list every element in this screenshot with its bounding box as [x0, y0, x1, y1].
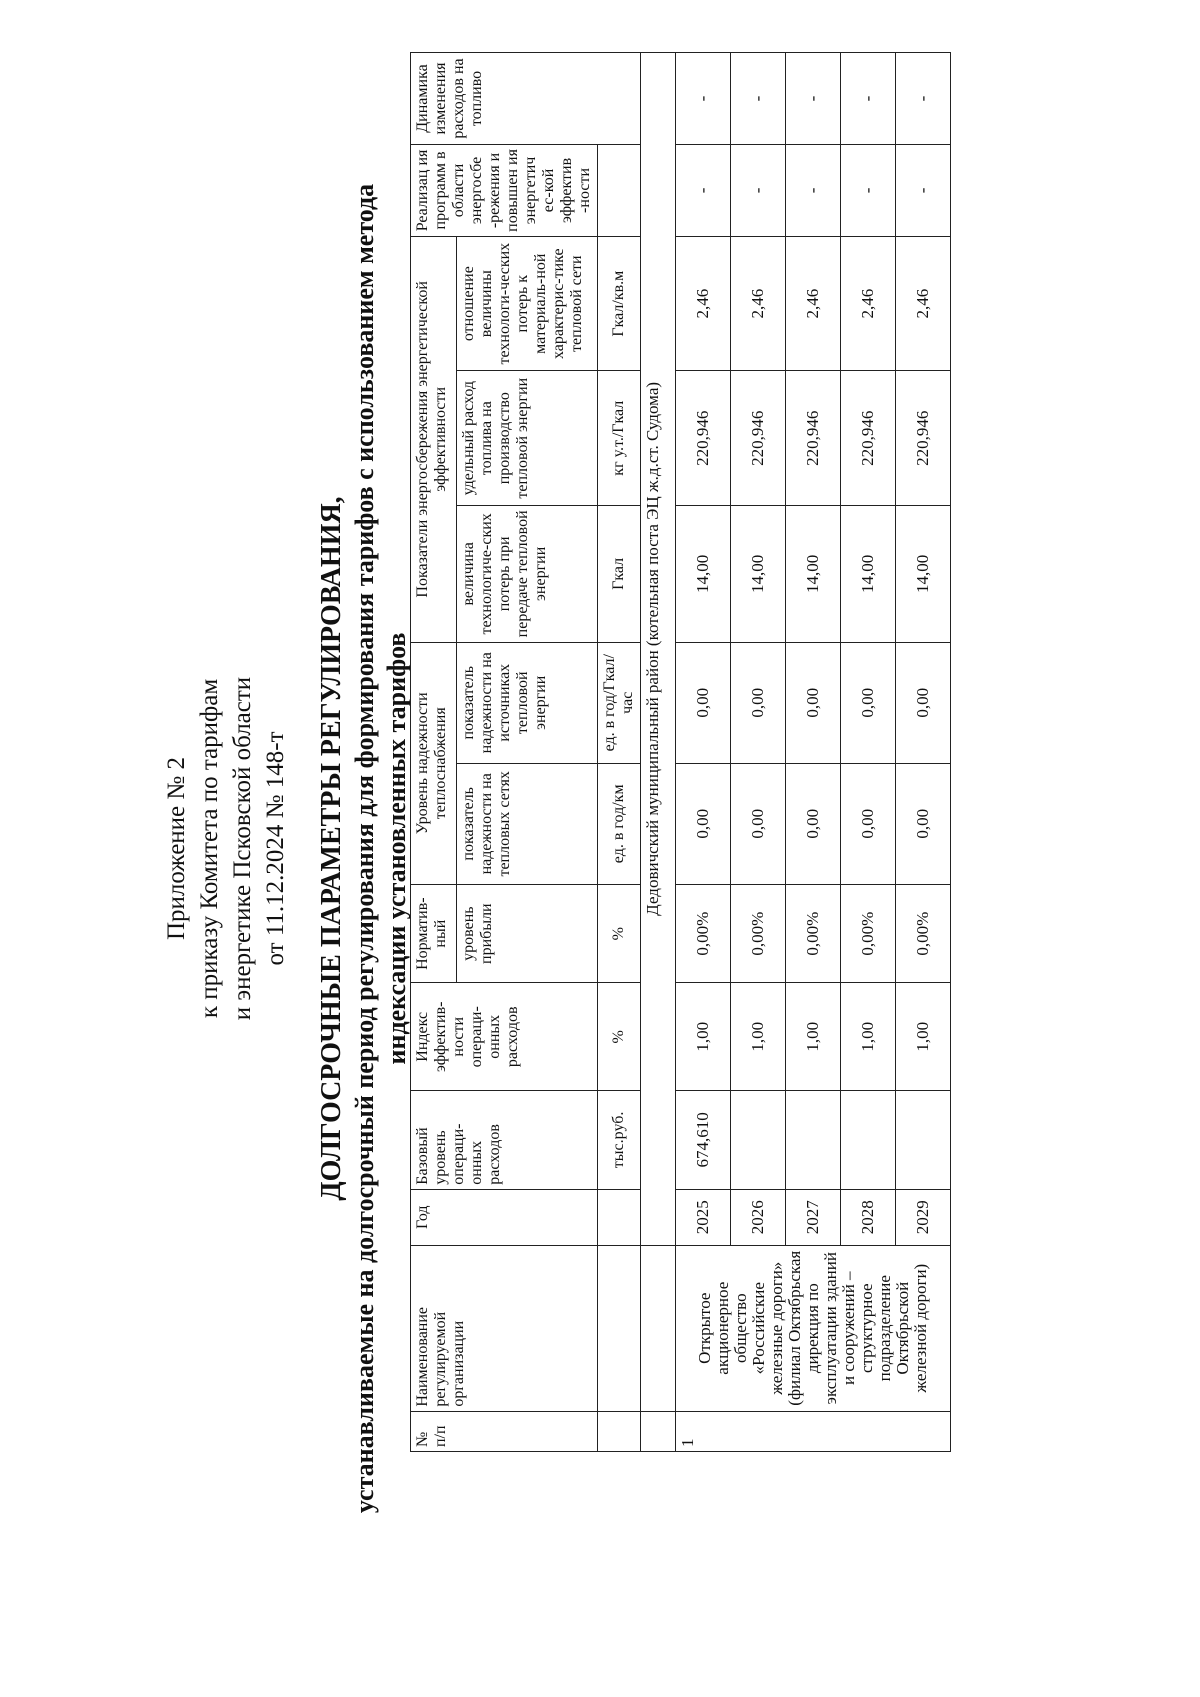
units-num	[598, 1411, 641, 1451]
parameters-table	[410, 52, 951, 1452]
header-fuel-dynamics: Динамика изменения расходов на топливо	[411, 53, 641, 145]
cell-normative-profit: 0,00%	[786, 884, 841, 983]
table-row	[896, 53, 951, 1452]
cell-program: -	[896, 145, 951, 237]
cell-efficiency-index: 1,00	[841, 983, 896, 1091]
cell-loss-ratio: 2,46	[676, 236, 731, 371]
cell-loss-ratio: 2,46	[841, 236, 896, 371]
units-year	[598, 1189, 641, 1245]
table-row	[786, 53, 841, 1452]
cell-reliability-sources: 0,00	[786, 642, 841, 763]
cell-year: 2026	[731, 1189, 786, 1245]
region-num-cell	[641, 1411, 676, 1451]
document-title	[315, 40, 413, 1657]
cell-reliability-sources: 0,00	[896, 642, 951, 763]
header-loss-ratio: отношение величины технологи-ческих потерь к материаль-ной характерис-тике тепловой сети	[456, 236, 597, 371]
cell-loss-ratio: 2,46	[731, 236, 786, 371]
cell-base-level: 674,610	[676, 1091, 731, 1190]
cell-reliability-networks: 0,00	[896, 763, 951, 884]
table-row	[676, 53, 731, 1452]
title-subtitle-line1: устанавливаемые на долгосрочный период регулирования для формирования тарифов с использованием метода	[350, 183, 379, 1514]
units-base-level: тыс.руб.	[598, 1091, 641, 1190]
header-fuel-consumption: удельный расход топлива на производство тепловой энергии	[456, 371, 597, 506]
cell-loss-ratio: 2,46	[896, 236, 951, 371]
cell-base-level	[786, 1091, 841, 1190]
units-reliability-networks: ед. в год/км	[598, 763, 641, 884]
units-normative-profit: %	[598, 884, 641, 983]
region-org-cell	[641, 1245, 676, 1411]
table-row	[731, 53, 786, 1452]
cell-fuel-dynamics: -	[676, 53, 731, 145]
cell-program: -	[731, 145, 786, 237]
cell-program: -	[841, 145, 896, 237]
table-header-row-1	[411, 53, 457, 1452]
cell-losses: 14,00	[676, 505, 731, 642]
units-program	[598, 145, 641, 237]
units-losses: Гкал	[598, 505, 641, 642]
header-organization: Наименование регулируемой организации	[411, 1245, 598, 1411]
cell-losses: 14,00	[841, 505, 896, 642]
cell-fuel-consumption: 220,946	[731, 371, 786, 506]
cell-program: -	[676, 145, 731, 237]
cell-reliability-sources: 0,00	[676, 642, 731, 763]
appendix-header	[160, 0, 292, 1697]
cell-fuel-dynamics: -	[896, 53, 951, 145]
cell-normative-profit: 0,00%	[676, 884, 731, 983]
cell-year: 2025	[676, 1189, 731, 1245]
cell-base-level	[731, 1091, 786, 1190]
region-name: Дедовичский муниципальный район (котельная поста ЭЦ ж.д.ст. Судома)	[641, 53, 676, 1246]
cell-fuel-consumption: 220,946	[841, 371, 896, 506]
cell-year: 2028	[841, 1189, 896, 1245]
cell-normative-profit: 0,00%	[731, 884, 786, 983]
cell-normative-profit: 0,00%	[896, 884, 951, 983]
cell-loss-ratio: 2,46	[786, 236, 841, 371]
cell-reliability-networks: 0,00	[676, 763, 731, 884]
units-efficiency-index: %	[598, 983, 641, 1091]
cell-losses: 14,00	[731, 505, 786, 642]
cell-losses: 14,00	[896, 505, 951, 642]
organization-name: Открытое акционерное общество «Российские железные дороги» (филиал Октябрьская дирекция по эксплуатации зданий и сооружений – структурное подразделение Октябрьской железной дороги)	[676, 1245, 951, 1411]
cell-fuel-dynamics: -	[841, 53, 896, 145]
cell-program: -	[786, 145, 841, 237]
cell-losses: 14,00	[786, 505, 841, 642]
cell-reliability-sources: 0,00	[841, 642, 896, 763]
cell-fuel-dynamics: -	[731, 53, 786, 145]
cell-fuel-consumption: 220,946	[896, 371, 951, 506]
units-organization	[598, 1245, 641, 1411]
cell-fuel-consumption: 220,946	[676, 371, 731, 506]
header-num: № п/п	[411, 1411, 598, 1451]
cell-normative-profit: 0,00%	[841, 884, 896, 983]
header-normative-group: Норматив-ный	[411, 884, 457, 983]
appendix-committee: и энергетике Псковской области	[229, 676, 256, 1021]
cell-year: 2029	[896, 1189, 951, 1245]
cell-efficiency-index: 1,00	[676, 983, 731, 1091]
row-number: 1	[676, 1411, 951, 1451]
header-reliability-networks: показатель надежности на тепловых сетях	[456, 763, 597, 884]
cell-base-level	[841, 1091, 896, 1190]
appendix-date: от 11.12.2024 № 148-т	[262, 731, 289, 966]
cell-reliability-networks: 0,00	[731, 763, 786, 884]
units-fuel-consumption: кг у.т./Гкал	[598, 371, 641, 506]
header-efficiency-index: Индекс эффектив-ности операци-онных расходов	[411, 983, 598, 1091]
appendix-number: Приложение № 2	[163, 756, 190, 941]
header-reliability-group: Уровень надежности теплоснабжения	[411, 642, 457, 884]
cell-reliability-networks: 0,00	[841, 763, 896, 884]
units-loss-ratio: Гкал/кв.м	[598, 236, 641, 371]
units-reliability-sources: ед. в год/Гкал/ час	[598, 642, 641, 763]
header-year: Год	[411, 1189, 598, 1245]
cell-year: 2027	[786, 1189, 841, 1245]
header-program: Реализац ия программ в области энергосбе -режения и повышен ия энергетич ес-кой эффектив -ности	[411, 145, 598, 237]
header-reliability-sources: показатель надежности на источниках тепловой энергии	[456, 642, 597, 763]
cell-fuel-consumption: 220,946	[786, 371, 841, 506]
cell-reliability-networks: 0,00	[786, 763, 841, 884]
title-main: ДОЛГОСРОЧНЫЕ ПАРАМЕТРЫ РЕГУЛИРОВАНИЯ,	[316, 496, 347, 1201]
table-row	[841, 53, 896, 1452]
region-row	[641, 53, 676, 1452]
cell-efficiency-index: 1,00	[731, 983, 786, 1091]
cell-efficiency-index: 1,00	[786, 983, 841, 1091]
table-units-row	[598, 53, 641, 1452]
cell-efficiency-index: 1,00	[896, 983, 951, 1091]
header-base-level: Базовый уровень операци-онных расходов	[411, 1091, 598, 1190]
appendix-order-ref: к приказу Комитета по тарифам	[196, 678, 223, 1019]
header-normative-profit: уровень прибыли	[456, 884, 597, 983]
header-energy-group: Показатели энергосбережения энергетической эффективности	[411, 236, 457, 642]
cell-reliability-sources: 0,00	[731, 642, 786, 763]
title-subtitle-line2: индексации установленных тарифов	[382, 632, 411, 1065]
header-losses: величина технологиче-ских потерь при передаче тепловой энергии	[456, 505, 597, 642]
cell-fuel-dynamics: -	[786, 53, 841, 145]
cell-base-level	[896, 1091, 951, 1190]
